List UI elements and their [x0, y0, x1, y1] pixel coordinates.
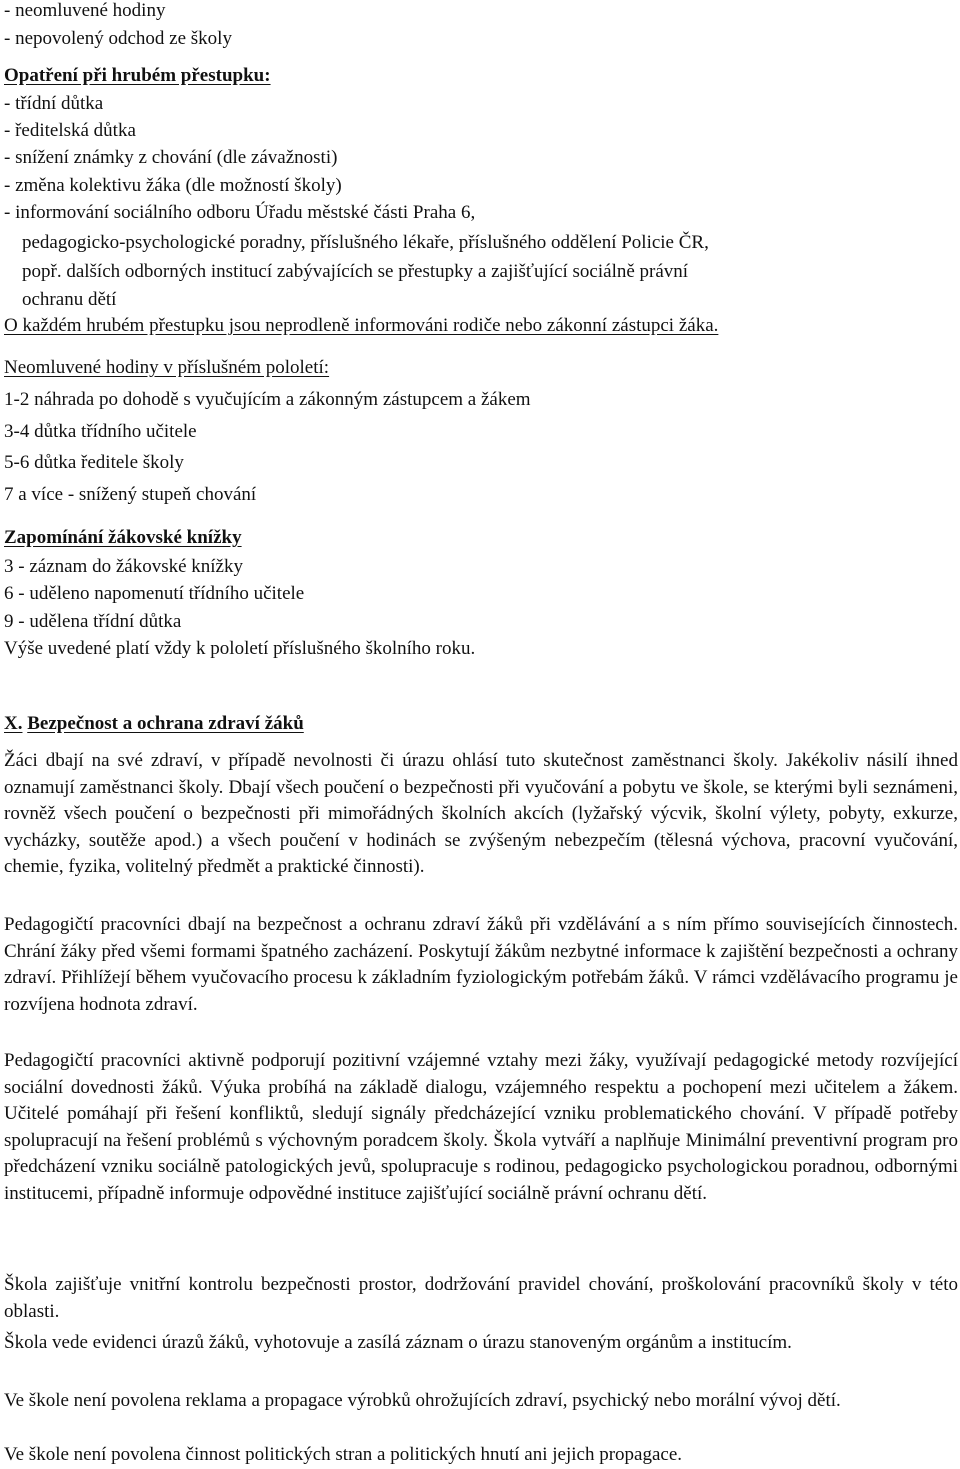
list-item: 7 a více - snížený stupeň chování [4, 484, 257, 505]
section-heading [4, 712, 304, 736]
booklet-note: Výše uvedené platí vždy k pololetí příslušného školního roku. [4, 638, 476, 659]
list-item: - třídní důtka [4, 93, 104, 114]
list-item-continuation: pedagogicko-psychologické poradny, příslušného lékaře, příslušného oddělení Policie ČR, [22, 232, 709, 253]
list-item-continuation: popř. dalších odborných institucí zabývajících se přestupky a zajišťující sociálně právní [22, 261, 689, 282]
list-item: - změna kolektivu žáka (dle možností školy) [4, 175, 342, 196]
absence-heading: Neomluvené hodiny v příslušném pololetí: [4, 357, 330, 378]
booklet-heading: Zapomínání žákovské knížky [4, 527, 242, 548]
list-item: - ředitelská důtka [4, 120, 136, 141]
list-item: 3 - záznam do žákovské knížky [4, 556, 243, 577]
paragraph: Ve škole není povolena činnost politických stran a politických hnutí ani jejich propagace. [4, 1444, 683, 1465]
list-item: 3-4 důtka třídního učitele [4, 421, 197, 442]
list-item: - snížení známky z chování (dle závažnosti) [4, 147, 338, 168]
paragraph: Žáci dbají na své zdraví, v případě nevolnosti či úrazu ohlásí tuto skutečnost zaměstnanci školy. Jakékoliv násilí ihned oznamují zaměstnanci školy. Dbají všech poučení o bezpečnosti při vyučování a pobytu ve škole, se kterými byli seznámeni, rovněž všech poučení o bezpečnosti při mimořádných školních akcích (lyžařský výcvik, školní výlety, pobyty, exkurze, vycházky, soutěže apod.) a všech poučení v hodinách se zvýšeným nebezpečím (tělesná výchova, pracovní vyučování, chemie, fyzika, volitelný předmět a praktické činnosti). [4, 750, 958, 878]
list-item: 1-2 náhrada po dohodě s vyučujícím a zákonným zástupcem a žákem [4, 389, 531, 410]
list-item: - neomluvené hodiny [4, 0, 166, 21]
paragraph: Ve škole není povolena reklama a propagace výrobků ohrožujících zdraví, psychický nebo morální vývoj dětí. [4, 1390, 841, 1411]
list-item-continuation: ochranu dětí [22, 289, 117, 310]
list-item: 6 - uděleno napomenutí třídního učitele [4, 583, 305, 604]
list-item: 9 - udělena třídní důtka [4, 611, 182, 632]
paragraph: Škola vede evidenci úrazů žáků, vyhotovuje a zasílá záznam o úrazu stanoveným orgánům a institucím. [4, 1332, 792, 1353]
gross-offence-heading: Opatření při hrubém přestupku: [4, 65, 271, 86]
section-title: Bezpečnost a ochrana zdraví žáků [27, 713, 304, 734]
paragraph: Pedagogičtí pracovníci aktivně podporují pozitivní vzájemné vztahy mezi žáky, využívají pedagogické metody rozvíjející sociální dovednosti žáků. Výuka probíhá na základě dialogu, vzájemného respektu a pochopení mezi učitelem a žákem. Učitelé pomáhají při řešení konfliktů, sledují signály předcházející vzniku problematického chování. V případě potřeby spolupracují na řešení problémů s výchovným poradcem školy. Škola vytváří a naplňuje Minimální preventivní program pro předcházení vzniku sociálně patologických jevů, spolupracuje s rodinou, pedagogicko psychologickou poradnou, odbornými institucemi, případně informuje odpovědné instituce zajišťující sociálně právní ochranu dětí. [4, 1050, 958, 1204]
list-item: - informování sociálního odboru Úřadu městské části Praha 6, [4, 202, 476, 223]
section-number: X. [4, 713, 23, 734]
paragraph: Škola zajišťuje vnitřní kontrolu bezpečnosti prostor, dodržování pravidel chování, proškolování pracovníků školy v této oblasti. [4, 1274, 958, 1322]
list-item: - nepovolený odchod ze školy [4, 28, 232, 49]
gross-offence-note: O každém hrubém přestupku jsou neprodleně informováni rodiče nebo zákonní zástupci žáka. [4, 315, 719, 336]
paragraph: Pedagogičtí pracovníci dbají na bezpečnost a ochranu zdraví žáků při vzdělávání a s ním přímo souvisejících činnostech. Chrání žáky před všemi formami špatného zacházení. Poskytují žákům nezbytné informace k zajištění bezpečnosti a ochrany zdraví. Přihlížejí během vyučovacího procesu k základním fyziologickým potřebám žáků. V rámci vzdělávacího programu je rozvíjena hodnota zdraví. [4, 914, 958, 1015]
list-item: 5-6 důtka ředitele školy [4, 452, 184, 473]
